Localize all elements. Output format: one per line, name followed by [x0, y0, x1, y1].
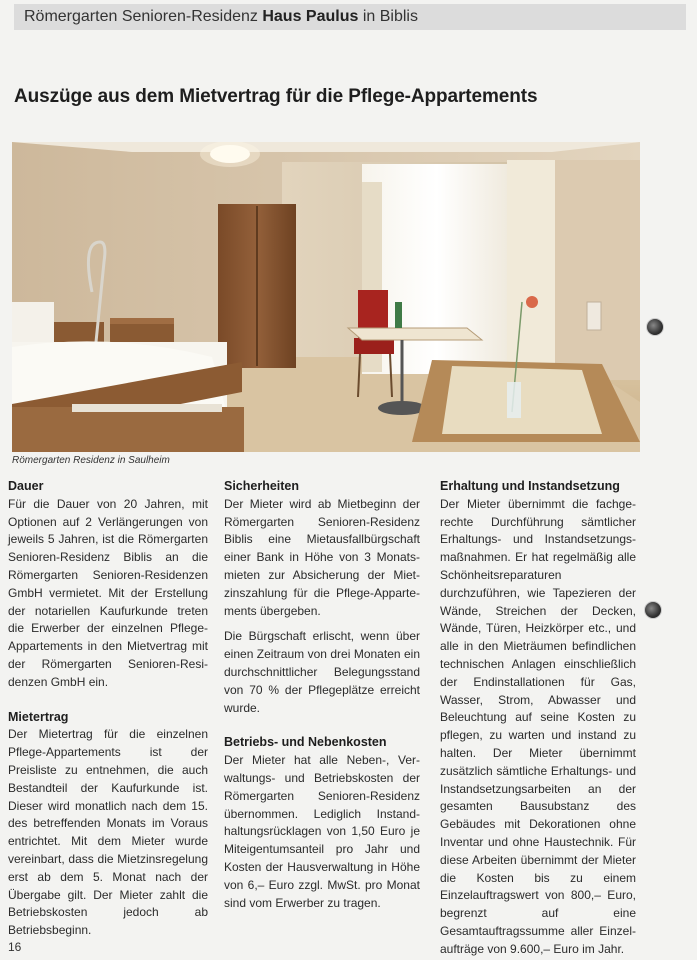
section-heading-betriebskosten: Betriebs- und Nebenkosten: [224, 735, 387, 750]
section-text-dauer: Für die Dauer von 20 Jahren, mit Optionen auf 2 Verlängerungen von jeweils 5 Jahren, ist die Römergarten Senioren-Residenz Biblis an die Römergarten Senioren-Residenzen GmbH vermietet. Mit der Erstellung der notariellen Kaufurkunde treten die Erwerber der einzelnen Pflege-Appartements in den Mietvertrag mit der Römergarten Senioren-Residenzen GmbH ein.: [8, 496, 208, 689]
section-text-mietertrag: Der Mietertrag für die einzelnen Pflege-Appartements ist der Preisliste zu entnehmen, die auch Bestandteil der Kaufurkunde ist. Dieser wird monatlich nach dem 15. des betreffenden Monats im Voraus entrichtet. Mit dem Mieter wurde vereinbart, dass die Mietzinsregelung erst ab dem 5. Monat nach der Übergabe gilt. Der Mieter zahlt die Betriebskosten jedoch ab Betriebsbeginn.: [8, 727, 208, 938]
photo-caption: Römergarten Residenz in Saulheim: [12, 455, 170, 466]
section-text-sicherheiten-2: Die Bürgschaft erlischt, wenn über einen Zeitraum von drei Monaten ein durchschnittlicher Belegungsstand von 70 % der Pflegeplätze erreicht wurde.: [224, 629, 420, 715]
page-title: Auszüge aus dem Mietvertrag für die Pflege-Appartements: [14, 86, 538, 107]
section-heading-dauer: Dauer: [8, 479, 44, 493]
section-text-betriebskosten: Der Mieter hat alle Neben-, Verwaltungs- und Betriebskosten der Römergarten Senioren-Residenz übernommen. Lediglich Instandhaltungsrücklagen von 1,50 Euro je Miteigentumsanteil pro Jahr und Kosten der Hausverwaltung in Höhe von 6,– Euro zzgl. MwSt. pro Monat sind vom Erwerber zu tragen.: [224, 753, 420, 910]
column-right: [440, 478, 636, 959]
section-text-erhaltung: Der Mieter übernimmt die fachgerechte Durchführung sämtlicher Erhaltungs- und Instandsetzungsmaßnahmen. Er hat regelmäßig alle Schönheitsreparaturen durchzuführen, wie Tapezieren der Wände, Streichen der Decken, Wände, Türen, Heizkörper etc., und alle in den Mieträumen befindlichen technischen Anlagen einschließlich der Endinstallationen für Gas, Wasser, Strom, Abwasser und Beleuchtung auf seine Kosten zu pflegen, zu warten und instand zu halten. Der Mieter übernimmt zusätzlich sämtliche Erhaltungs- und Instandsetzungsarbeiten an der gesamten Bausubstanz des Gebäudes mit Dekorationen ohne Inventar und ohne Haustechnik. Für diese Arbeiten übernimmt der Mieter die Kosten bis zu einem Einzelauftragswert von 800,– Euro, begrenzt auf eine Gesamtauftragssumme aller Einzelaufträge von 9.600,– Euro im Jahr.: [440, 496, 636, 956]
section-heading-sicherheiten: Sicherheiten: [224, 479, 300, 493]
header-suffix: in Biblis: [358, 8, 418, 25]
header-residence-name: Haus Paulus: [262, 8, 359, 25]
running-header: [14, 4, 686, 30]
column-middle: [224, 478, 420, 912]
room-photo: [12, 142, 640, 452]
column-left: [8, 478, 208, 940]
section-heading-mietertrag: Mietertrag: [8, 709, 69, 724]
section-text-sicherheiten-1: Der Mieter wird ab Mietbeginn der Römergarten Senioren-Residenz Biblis eine Mietausfallbürgschaft einer Bank in Höhe von 3 Monatsmieten zur Absicherung der Mietzinszahlung für die Pflege-Appartements übergeben.: [224, 496, 420, 618]
page-number: 16: [8, 940, 22, 954]
section-heading-erhaltung: Erhaltung und Instandsetzung: [440, 479, 620, 493]
binder-hole-icon: [646, 318, 664, 336]
header-prefix: Römergarten Senioren-Residenz: [24, 8, 263, 25]
binder-hole-icon: [644, 601, 662, 619]
